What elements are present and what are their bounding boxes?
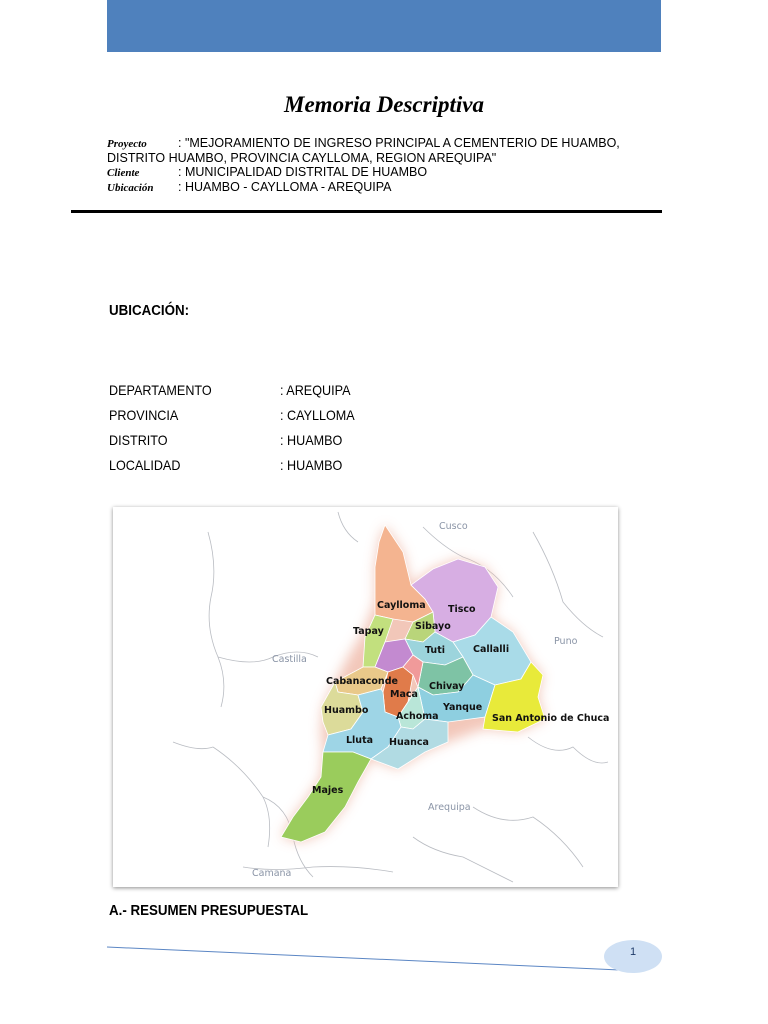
district-label: Tapay	[353, 626, 384, 637]
district-majes	[281, 752, 371, 842]
location-label: Ubicación	[107, 181, 154, 194]
district-label: Tisco	[448, 604, 476, 615]
section-a-heading: A.- RESUMEN PRESUPUESTAL	[109, 903, 309, 919]
location-row	[107, 180, 661, 195]
district-label: Callalli	[473, 644, 510, 655]
caylloma-map	[113, 507, 618, 887]
client-value: : MUNICIPALIDAD DISTRITAL DE HUAMBO	[178, 165, 428, 179]
header-divider	[71, 210, 662, 213]
location-value: : AREQUIPA	[280, 382, 351, 398]
district-label: Yanque	[443, 702, 483, 713]
neighbor-label: Cusco	[439, 521, 468, 532]
district-label: Lluta	[346, 735, 374, 746]
ubicacion-heading: UBICACIÓN:	[109, 303, 190, 319]
district-label: Chivay	[429, 681, 465, 692]
project-row-cont	[107, 151, 661, 166]
location-key: LOCALIDAD	[109, 457, 181, 473]
location-key: DEPARTAMENTO	[109, 382, 212, 398]
project-value-line1: : "MEJORAMIENTO DE INGRESO PRINCIPAL A CEMENTERIO DE HUAMBO,	[178, 136, 620, 150]
location-key: PROVINCIA	[109, 407, 179, 423]
district-label: Cabanaconde	[326, 676, 398, 687]
header-bar	[107, 0, 661, 52]
neighbor-label: Puno	[554, 636, 578, 647]
district-label: Tuti	[425, 645, 445, 656]
client-label: Cliente	[107, 167, 140, 179]
neighbor-label: Arequipa	[428, 802, 471, 813]
district-label: Majes	[312, 785, 344, 796]
district-label: Caylloma	[377, 600, 426, 611]
neighbor-label: Castilla	[272, 654, 307, 665]
location-value: : HUAMBO	[280, 432, 343, 448]
neighbor-label: Camana	[252, 868, 292, 879]
project-info-block	[107, 136, 661, 194]
page-number: 1	[604, 940, 662, 973]
district-label: Huambo	[324, 705, 369, 716]
district-label: Achoma	[396, 711, 439, 722]
district-label: Maca	[390, 689, 418, 700]
location-key: DISTRITO	[109, 432, 168, 448]
project-value-line2: DISTRITO HUAMBO, PROVINCIA CAYLLOMA, REGION AREQUIPA"	[107, 150, 497, 165]
district-label: Huanca	[389, 737, 429, 748]
location-value: : HUAMBO - CAYLLOMA - AREQUIPA	[178, 179, 392, 194]
location-value: : CAYLLOMA	[280, 407, 355, 423]
document-title: Memoria Descriptiva	[284, 92, 484, 117]
project-label: Proyecto	[107, 138, 147, 150]
district-label: Sibayo	[415, 621, 451, 632]
client-row	[107, 165, 661, 180]
location-value: : HUAMBO	[280, 457, 343, 473]
district-label: San Antonio de Chuca	[492, 713, 610, 724]
project-row	[107, 136, 661, 151]
map-svg	[113, 507, 618, 887]
